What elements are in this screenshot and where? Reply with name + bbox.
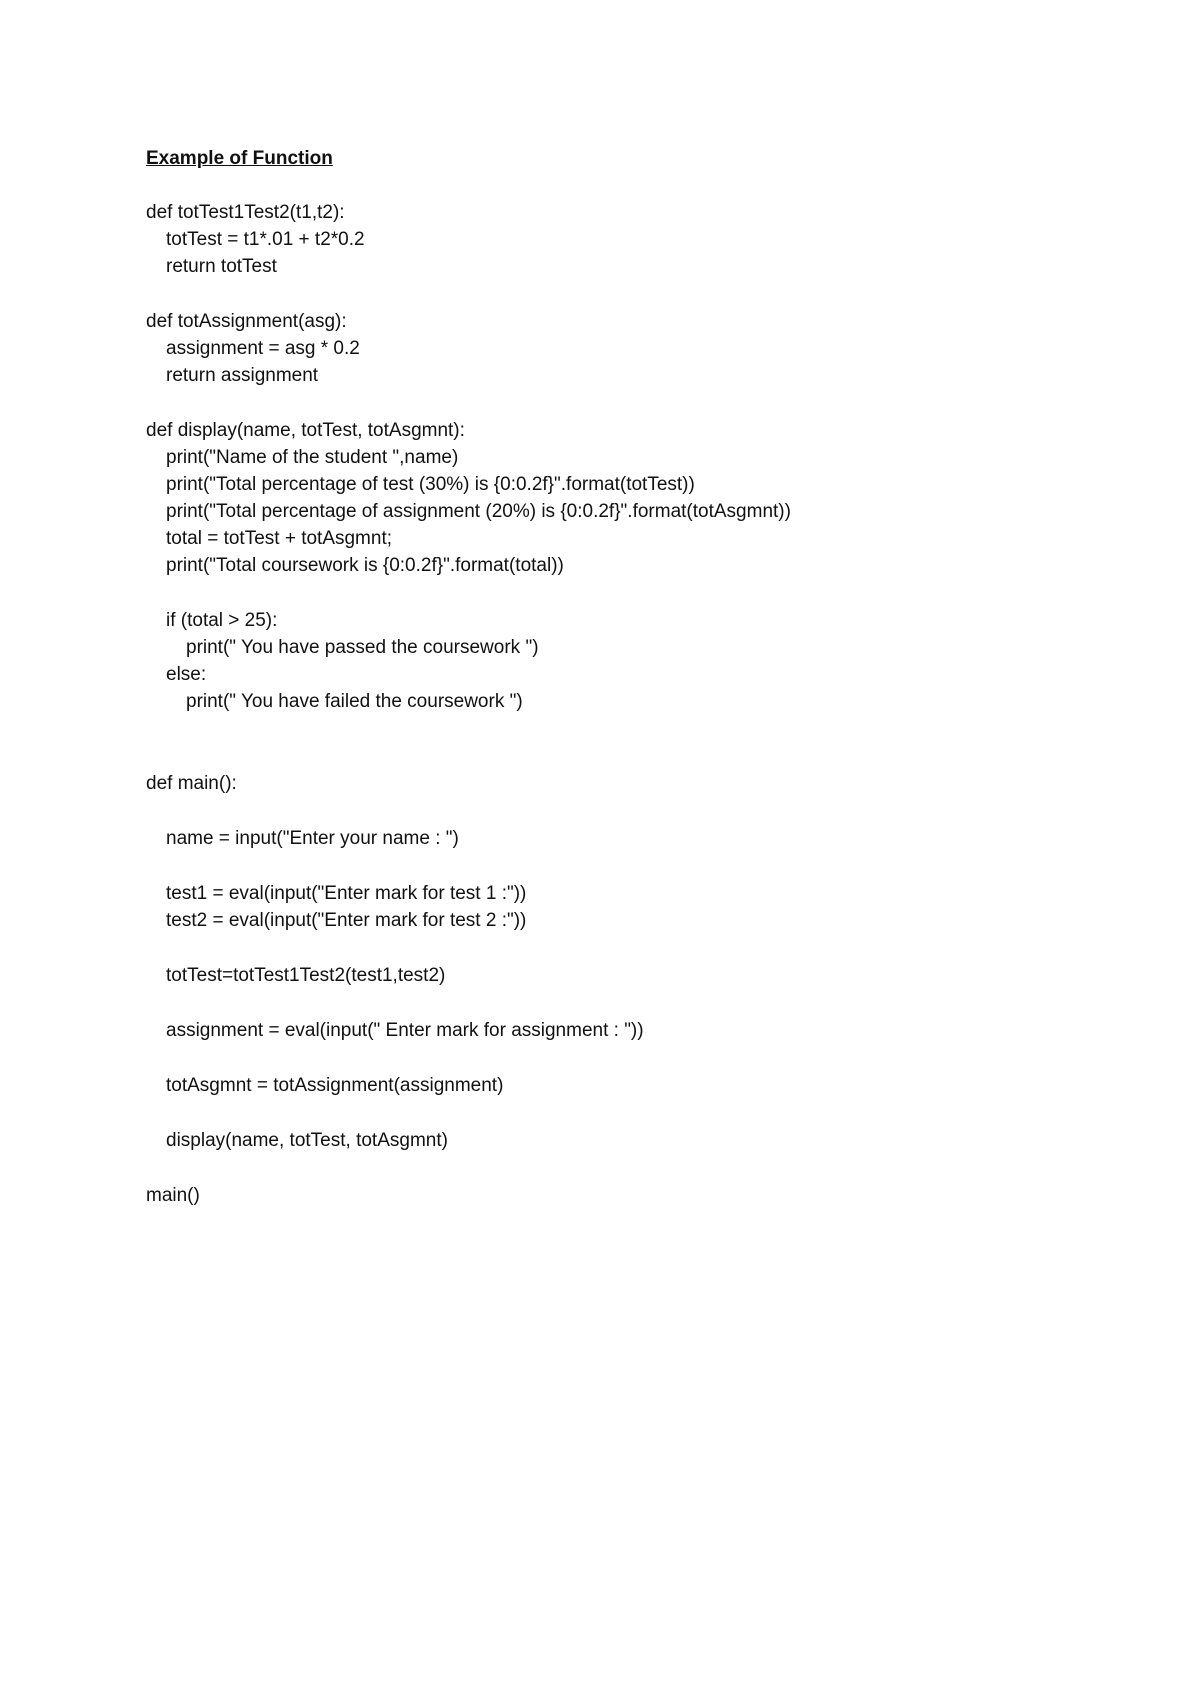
code-line: print(" You have passed the coursework ") [186, 637, 539, 658]
code-line: totTest = t1*.01 + t2*0.2 [166, 229, 365, 250]
code-line: totTest=totTest1Test2(test1,test2) [166, 965, 446, 986]
code-line: totAsgmnt = totAssignment(assignment) [166, 1075, 504, 1096]
code-line: return assignment [166, 365, 319, 386]
code-line: main() [146, 1185, 200, 1206]
code-line: def main(): [146, 773, 237, 794]
code-line: def totTest1Test2(t1,t2): [146, 202, 345, 223]
code-line: test2 = eval(input("Enter mark for test 2 :")) [166, 910, 527, 931]
code-line: def totAssignment(asg): [146, 311, 347, 332]
code-line: test1 = eval(input("Enter mark for test 1 :")) [166, 883, 527, 904]
code-line: display(name, totTest, totAsgmnt) [166, 1130, 448, 1151]
code-line: if (total > 25): [166, 610, 278, 631]
code-line: name = input("Enter your name : ") [166, 828, 459, 849]
code-line: assignment = eval(input(" Enter mark for assignment : ")) [166, 1020, 644, 1041]
code-line: print(" You have failed the coursework ") [186, 691, 523, 712]
code-line: print("Name of the student ",name) [166, 447, 459, 468]
code-line: print("Total percentage of assignment (20%) is {0:0.2f}".format(totAsgmnt)) [166, 501, 791, 522]
code-line: print("Total coursework is {0:0.2f}".format(total)) [166, 555, 564, 576]
code-line: assignment = asg * 0.2 [166, 338, 360, 359]
code-line: print("Total percentage of test (30%) is {0:0.2f}".format(totTest)) [166, 474, 695, 495]
code-line: total = totTest + totAsgmnt; [166, 528, 393, 549]
code-line: else: [166, 664, 207, 685]
document-heading: Example of Function [146, 148, 333, 169]
code-line: def display(name, totTest, totAsgmnt): [146, 420, 465, 441]
code-line: return totTest [166, 256, 277, 277]
